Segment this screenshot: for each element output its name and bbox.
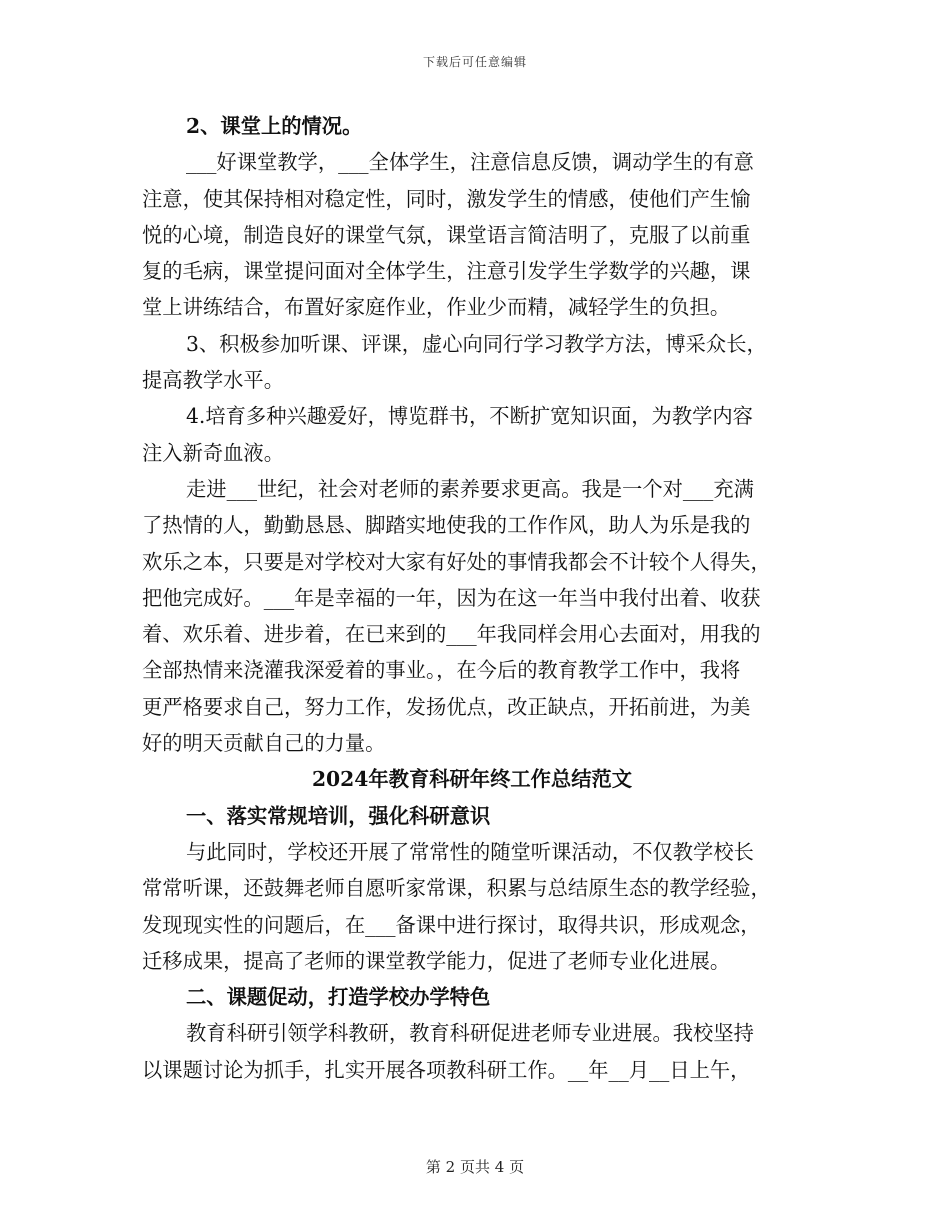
text-line: 堂上讲练结合，布置好家庭作业，作业少而精，减轻学生的负担。 [142,295,731,320]
text-line: 注意，使其保持相对稳定性，同时，激发学生的情感，使他们产生愉 [142,186,751,211]
section-heading: 2024年教育科研年终工作总结范文 [311,767,633,792]
text-line: 着、欢乐着、进步着，在已来到的___年我同样会用心去面对，用我的 [142,622,761,647]
text-line: 把他完成好。___年是幸福的一年，因为在这一年当中我付出着、收获 [142,585,761,610]
text-line: 3、积极参加听课、评课，虚心向同行学习教学方法，博采众长， [186,331,767,356]
text-line: 以课题讨论为抓手，扎实开展各项教科研工作。__年__月__日上午， [142,1057,751,1082]
text-line: 欢乐之本，只要是对学校对大家有好处的事情我都会不计较个人得失， [142,549,771,574]
text-line: 更严格要求自己，努力工作，发扬优点，改正缺点，开拓前进，为美 [142,694,751,719]
text-line: 好的明天贡献自己的力量。 [142,731,386,756]
text-line: 全部热情来浇灌我深爱着的事业。，在今后的教育教学工作中，我将 [142,658,741,683]
page-header: 下载后可任意编辑 [422,55,527,69]
text-line: 注入新奇血液。 [142,440,284,465]
text-line: 常常听课，还鼓舞老师自愿听家常课，积累与总结原生态的教学经验， [142,876,771,901]
text-line: ___好课堂教学，___全体学生，注意信息反馈，调动学生的有意 [186,150,754,175]
text-line: 提高教学水平。 [142,368,284,393]
document-body [142,108,802,1088]
section-heading: 一、落实常规培训，强化科研意识 [186,803,491,828]
text-line: 走进___世纪，社会对老师的素养要求更高。我是一个对___充满 [186,476,754,501]
text-line: 与此同时，学校还开展了常常性的随堂听课活动，不仅教学校长 [186,839,754,864]
text-line: 了热情的人，勤勤恳恳、脚踏实地使我的工作作风，助人为乐是我的 [142,513,751,538]
text-line: 发现现实性的问题后，在___备课中进行探讨，取得共识，形成观念， [142,912,761,937]
text-line: 4.培育多种兴趣爱好，博览群书，不断扩宽知识面，为教学内容 [186,404,753,429]
text-line: 迁移成果，提高了老师的课堂教学能力，促进了老师专业化进展。 [142,948,731,973]
text-line: 教育科研引领学科教研，教育科研促进老师专业进展。我校坚持 [186,1021,754,1046]
page-footer: 第 2 页共 4 页 [425,1158,525,1176]
section-heading: 二、课题促动，打造学校办学特色 [186,985,491,1010]
text-line: 复的毛病，课堂提问面对全体学生，注意引发学生学数学的兴趣，课 [142,259,751,284]
text-line: 悦的心境，制造良好的课堂气氛，课堂语言简洁明了，克服了以前重 [142,222,751,247]
section-heading: 2、课堂上的情况。 [186,114,363,138]
